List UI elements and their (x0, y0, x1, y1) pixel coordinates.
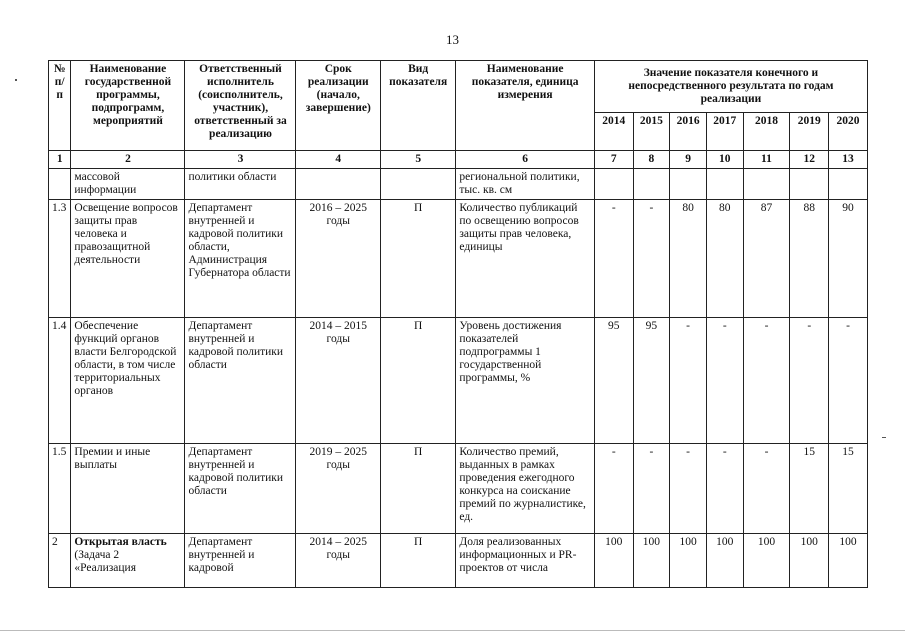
row-kind: П (381, 318, 456, 444)
page-number: 13 (446, 32, 459, 47)
column-number: 4 (296, 151, 381, 169)
row-kind (381, 169, 456, 200)
row-executor: политики области (185, 169, 296, 200)
table-row (49, 200, 868, 318)
row-indicator: Количество премий, выданных в рамках проведения ежегодного конкурса на соискание премий по журналистике, ед. (456, 444, 595, 534)
row-value: - (633, 444, 670, 534)
row-value (790, 169, 829, 200)
column-number: 13 (829, 151, 868, 169)
scan-edge (0, 630, 905, 631)
row-value: - (743, 444, 790, 534)
header-term: Срок реализации (начало, завершение) (296, 61, 381, 151)
row-value: - (594, 444, 633, 534)
row-term: 2016 – 2025 годы (296, 200, 381, 318)
row-value: 100 (743, 534, 790, 588)
row-value: 100 (633, 534, 670, 588)
table-row (49, 534, 868, 588)
row-term (296, 169, 381, 200)
row-value: - (706, 318, 743, 444)
row-indicator: Уровень достижения показателей подпрограммы 1 государственной программы, % (456, 318, 595, 444)
header-year: 2017 (706, 113, 743, 151)
header-year: 2020 (829, 113, 868, 151)
header-indicator-name: Наименование показателя, единица измерения (456, 61, 595, 151)
row-kind: П (381, 200, 456, 318)
row-name-bold: Открытая власть (74, 536, 167, 548)
row-value: 88 (790, 200, 829, 318)
row-value: 100 (594, 534, 633, 588)
row-executor: Департамент внутренней и кадровой политики области (185, 444, 296, 534)
column-number: 1 (49, 151, 71, 169)
row-value: 15 (829, 444, 868, 534)
header-year: 2015 (633, 113, 670, 151)
row-value (633, 169, 670, 200)
row-value: 100 (706, 534, 743, 588)
header-executor: Ответственный исполнитель (соисполнитель, участник), ответственный за реализацию (185, 61, 296, 151)
row-term: 2019 – 2025 годы (296, 444, 381, 534)
row-value: 80 (706, 200, 743, 318)
row-name: Обеспечение функций органов власти Белгородской области, в том числе территориальных органов (71, 318, 185, 444)
row-executor: Департамент внутренней и кадровой (185, 534, 296, 588)
row-value: - (670, 444, 707, 534)
header-year: 2014 (594, 113, 633, 151)
row-value: 90 (829, 200, 868, 318)
row-value (706, 169, 743, 200)
row-number: 1.3 (49, 200, 71, 318)
column-number: 12 (790, 151, 829, 169)
row-value: - (829, 318, 868, 444)
scan-speck (882, 437, 886, 438)
row-value (594, 169, 633, 200)
row-kind: П (381, 534, 456, 588)
row-name: Премии и иные выплаты (71, 444, 185, 534)
row-value (743, 169, 790, 200)
row-value: - (594, 200, 633, 318)
table-row (49, 169, 868, 200)
scan-speck (15, 79, 17, 81)
column-number: 9 (670, 151, 707, 169)
row-term: 2014 – 2025 годы (296, 534, 381, 588)
header-year: 2016 (670, 113, 707, 151)
row-indicator: Доля реализованных информационных и PR-проектов от числа (456, 534, 595, 588)
row-value: - (633, 200, 670, 318)
header-indicator-kind: Вид показателя (381, 61, 456, 151)
row-value: 87 (743, 200, 790, 318)
row-value: 100 (829, 534, 868, 588)
row-value: - (743, 318, 790, 444)
column-number: 2 (71, 151, 185, 169)
row-value (670, 169, 707, 200)
row-value: 15 (790, 444, 829, 534)
row-name: (Задача 2 «Реализация (74, 549, 136, 574)
row-executor: Департамент внутренней и кадровой политики области, Администрация Губернатора области (185, 200, 296, 318)
row-executor: Департамент внутренней и кадровой политики области (185, 318, 296, 444)
row-value: - (706, 444, 743, 534)
column-number: 5 (381, 151, 456, 169)
row-value: 80 (670, 200, 707, 318)
column-number: 3 (185, 151, 296, 169)
column-number: 10 (706, 151, 743, 169)
column-number: 6 (456, 151, 595, 169)
row-value: 100 (670, 534, 707, 588)
table-row (49, 444, 868, 534)
indicator-table (48, 60, 868, 588)
row-value: 95 (594, 318, 633, 444)
row-number: 2 (49, 534, 71, 588)
row-value (829, 169, 868, 200)
row-number: 1.4 (49, 318, 71, 444)
column-number: 11 (743, 151, 790, 169)
row-value: - (670, 318, 707, 444)
row-indicator: Количество публикаций по освещению вопросов защиты прав человека, единицы (456, 200, 595, 318)
column-number: 7 (594, 151, 633, 169)
row-number: 1.5 (49, 444, 71, 534)
column-number: 8 (633, 151, 670, 169)
row-name: массовой информации (71, 169, 185, 200)
row-value: - (790, 318, 829, 444)
row-name-cell (71, 534, 185, 588)
header-program-name: Наименование государственной программы, подпрограмм, мероприятий (71, 61, 185, 151)
row-kind: П (381, 444, 456, 534)
header-year: 2019 (790, 113, 829, 151)
row-indicator: региональной политики, тыс. кв. см (456, 169, 595, 200)
header-number: № п/п (49, 61, 71, 151)
row-number (49, 169, 71, 200)
table-row (49, 318, 868, 444)
row-term: 2014 – 2015 годы (296, 318, 381, 444)
row-name: Освещение вопросов защиты прав человека и правозащитной деятельности (71, 200, 185, 318)
row-value: 100 (790, 534, 829, 588)
header-year: 2018 (743, 113, 790, 151)
row-value: 95 (633, 318, 670, 444)
header-indicator-values: Значение показателя конечного и непосредственного результата по годам реализации (594, 61, 867, 113)
